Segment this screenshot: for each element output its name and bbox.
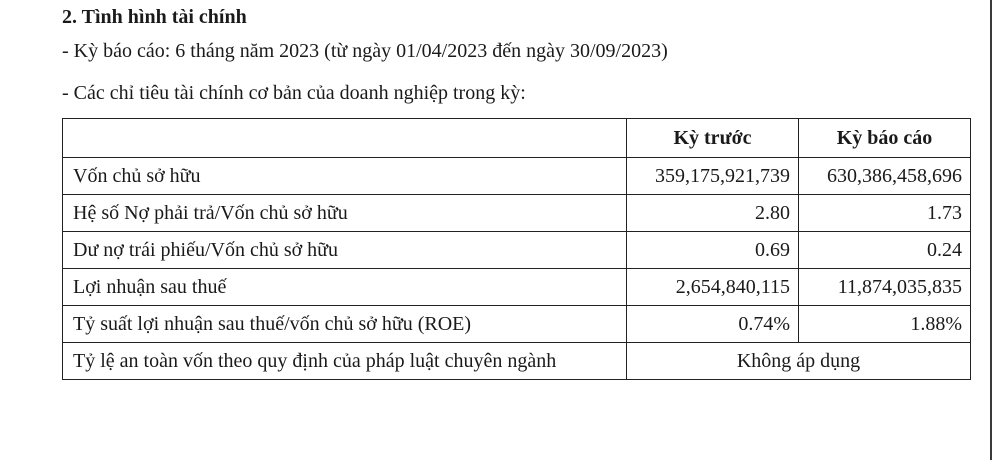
cell-current-debt-to-equity: 1.73	[799, 195, 971, 232]
cell-current-equity: 630,386,458,696	[799, 158, 971, 195]
cell-current-net-profit: 11,874,035,835	[799, 269, 971, 306]
financial-indicators-table	[62, 118, 971, 380]
row-label-capital-safety-ratio: Tỷ lệ an toàn vốn theo quy định của pháp luật chuyên ngành	[63, 343, 627, 380]
cell-prev-net-profit: 2,654,840,115	[627, 269, 799, 306]
row-label-debt-to-equity: Hệ số Nợ phải trả/Vốn chủ sở hữu	[63, 195, 627, 232]
table-row	[63, 306, 971, 343]
row-label-equity: Vốn chủ sở hữu	[63, 158, 627, 195]
table-row	[63, 343, 971, 380]
table-row	[63, 195, 971, 232]
row-label-net-profit: Lợi nhuận sau thuế	[63, 269, 627, 306]
page-edge-line	[990, 0, 992, 460]
cell-prev-debt-to-equity: 2.80	[627, 195, 799, 232]
period-line: - Kỳ báo cáo: 6 tháng năm 2023 (từ ngày 01/04/2023 đến ngày 30/09/2023)	[62, 40, 668, 62]
section-title: 2. Tình hình tài chính	[62, 6, 247, 28]
table-row	[63, 232, 971, 269]
cell-current-roe: 1.88%	[799, 306, 971, 343]
row-label-bonds-to-equity: Dư nợ trái phiếu/Vốn chủ sở hữu	[63, 232, 627, 269]
header-indicator	[63, 119, 627, 158]
table-header-row	[63, 119, 971, 158]
intro-line: - Các chỉ tiêu tài chính cơ bản của doanh nghiệp trong kỳ:	[62, 82, 526, 104]
cell-current-bonds-to-equity: 0.24	[799, 232, 971, 269]
cell-not-applicable: Không áp dụng	[627, 343, 971, 380]
cell-prev-equity: 359,175,921,739	[627, 158, 799, 195]
header-reporting-period: Kỳ báo cáo	[799, 119, 971, 158]
table-row	[63, 269, 971, 306]
header-previous-period: Kỳ trước	[627, 119, 799, 158]
cell-prev-bonds-to-equity: 0.69	[627, 232, 799, 269]
cell-prev-roe: 0.74%	[627, 306, 799, 343]
row-label-roe: Tỷ suất lợi nhuận sau thuế/vốn chủ sở hữu (ROE)	[63, 306, 627, 343]
table-row	[63, 158, 971, 195]
